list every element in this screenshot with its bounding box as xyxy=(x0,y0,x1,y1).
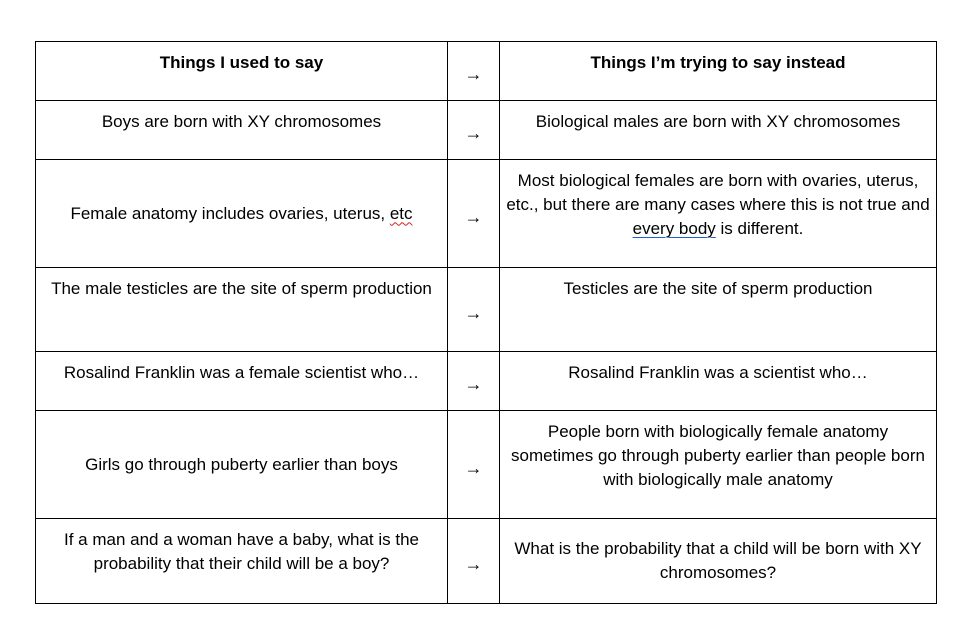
new-phrase-text-end: is different. xyxy=(715,219,804,238)
arrow-glyph: → xyxy=(464,302,483,323)
arrow-icon xyxy=(448,352,500,411)
table-row xyxy=(36,160,937,268)
arrow-glyph: → xyxy=(464,457,483,478)
old-phrase: The male testicles are the site of sperm production xyxy=(36,268,448,352)
arrow-glyph: → xyxy=(464,123,483,143)
new-phrase: Biological males are born with XY chromosomes xyxy=(500,101,937,160)
table-row xyxy=(36,411,937,519)
arrow-icon xyxy=(448,411,500,519)
arrow-icon xyxy=(448,101,500,160)
old-phrase xyxy=(36,160,448,268)
table-row xyxy=(36,519,937,604)
table-row xyxy=(36,268,937,352)
old-phrase: Girls go through puberty earlier than boys xyxy=(36,411,448,519)
new-phrase: Testicles are the site of sperm production xyxy=(500,268,937,352)
arrow-glyph: → xyxy=(464,64,483,84)
table-row xyxy=(36,101,937,160)
header-right: Things I’m trying to say instead xyxy=(500,42,937,101)
arrow-glyph: → xyxy=(464,206,483,227)
table-row xyxy=(36,352,937,411)
new-phrase xyxy=(500,160,937,268)
old-phrase-text: Female anatomy includes ovaries, uterus, xyxy=(70,203,390,223)
arrow-glyph: → xyxy=(464,554,483,574)
arrow-icon xyxy=(448,42,500,101)
table-header-row xyxy=(36,42,937,101)
new-phrase-text: Most biological females are born with ovaries, uterus, etc., but there are many cases where this is not true and xyxy=(506,171,930,214)
grammar-flag[interactable]: every body xyxy=(632,219,716,238)
header-left: Things I used to say xyxy=(36,42,448,101)
new-phrase: People born with biologically female anatomy sometimes go through puberty earlier than people born with biologically male anatomy xyxy=(500,411,937,519)
comparison-table xyxy=(35,41,937,604)
old-phrase: Boys are born with XY chromosomes xyxy=(36,101,448,160)
arrow-icon xyxy=(448,519,500,604)
old-phrase: Rosalind Franklin was a female scientist who… xyxy=(36,352,448,411)
arrow-icon xyxy=(448,268,500,352)
new-phrase: Rosalind Franklin was a scientist who… xyxy=(500,352,937,411)
new-phrase: What is the probability that a child will be born with XY chromosomes? xyxy=(500,519,937,604)
old-phrase: If a man and a woman have a baby, what is the probability that their child will be a boy? xyxy=(36,519,448,604)
arrow-glyph: → xyxy=(464,374,483,394)
spelling-flag[interactable]: etc xyxy=(389,203,413,223)
arrow-icon xyxy=(448,160,500,268)
